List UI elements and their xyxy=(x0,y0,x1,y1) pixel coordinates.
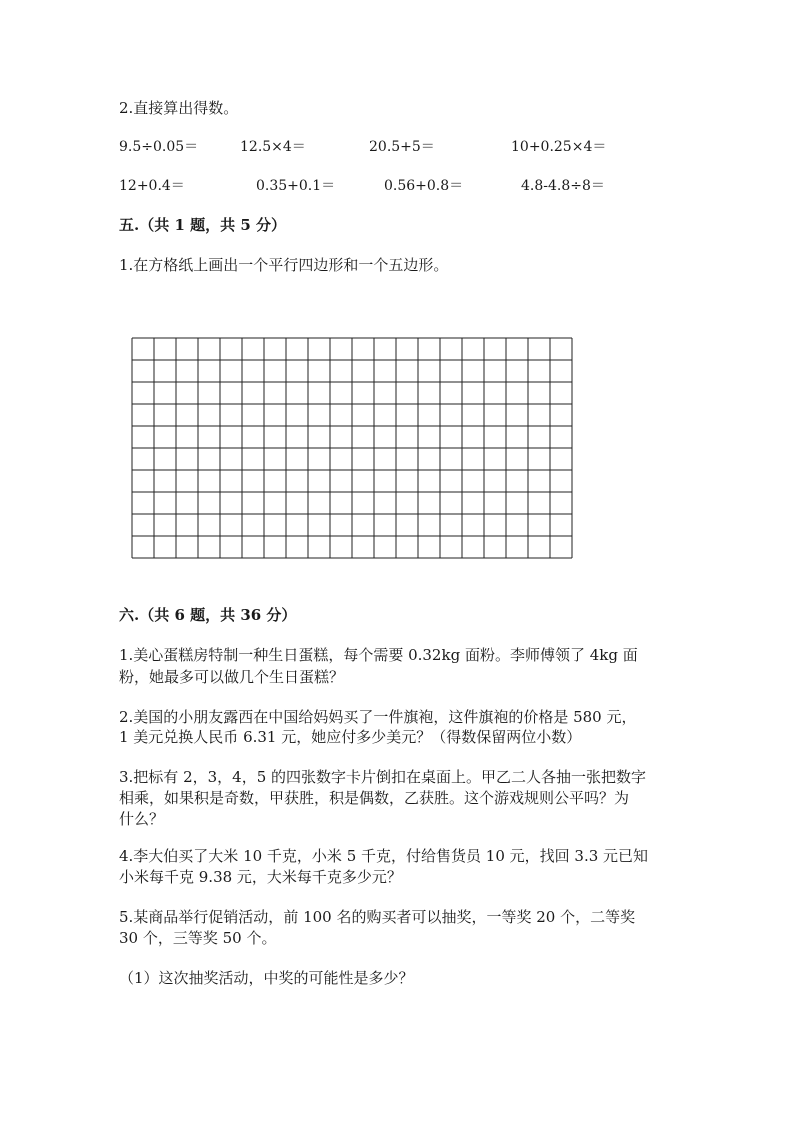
question-5-subquestion-1: （1）这次抽奖活动，中奖的可能性是多少？ xyxy=(119,969,414,987)
section-5-question-1: 1.在方格纸上画出一个平行四边形和一个五边形。 xyxy=(119,256,449,274)
graph-paper-grid xyxy=(131,337,575,561)
section-6-heading: 六.（共 6 题，共 36 分） xyxy=(119,606,297,624)
question-3-text: 3.把标有 2，3，4，5 的四张数字卡片倒扣在桌面上。甲乙二人各抽一张把数字 xyxy=(119,768,647,786)
question-3-text: 什么？ xyxy=(119,810,165,828)
calc-item: 0.35+0.1＝ xyxy=(256,178,336,194)
question-3-text: 相乘，如果积是奇数，甲获胜，积是偶数，乙获胜。这个游戏规则公平吗？为 xyxy=(119,789,630,807)
question-2-title: 2.直接算出得数。 xyxy=(119,99,239,117)
question-1-text: 1.美心蛋糕房特制一种生日蛋糕，每个需要 0.32kg 面粉。李师傅领了 4kg 面 xyxy=(119,646,638,664)
calc-item: 10+0.25×4＝ xyxy=(511,139,607,155)
question-2-text: 1 美元兑换人民币 6.31 元，她应付多少美元？（得数保留两位小数） xyxy=(119,728,582,746)
calc-item: 0.56+0.8＝ xyxy=(384,178,464,194)
calc-item: 12.5×4＝ xyxy=(240,139,306,155)
question-1-text: 粉，她最多可以做几个生日蛋糕？ xyxy=(119,668,345,686)
section-5-heading: 五.（共 1 题，共 5 分） xyxy=(119,216,286,234)
calc-item: 20.5+5＝ xyxy=(369,139,435,155)
question-4-text: 小米每千克 9.38 元，大米每千克多少元？ xyxy=(119,868,402,886)
question-4-text: 4.李大伯买了大米 10 千克，小米 5 千克，付给售货员 10 元，找回 3.3 元已知 xyxy=(119,847,649,865)
question-2-text: 2.美国的小朋友露西在中国给妈妈买了一件旗袍，这件旗袍的价格是 580 元， xyxy=(119,708,637,726)
calc-item: 12+0.4＝ xyxy=(119,178,185,194)
question-5-text: 5.某商品举行促销活动，前 100 名的购买者可以抽奖，一等奖 20 个，二等奖 xyxy=(119,908,636,926)
calc-item: 4.8-4.8÷8＝ xyxy=(521,178,605,194)
question-5-text: 30 个，三等奖 50 个。 xyxy=(119,929,277,947)
calc-item: 9.5÷0.05＝ xyxy=(119,139,199,155)
